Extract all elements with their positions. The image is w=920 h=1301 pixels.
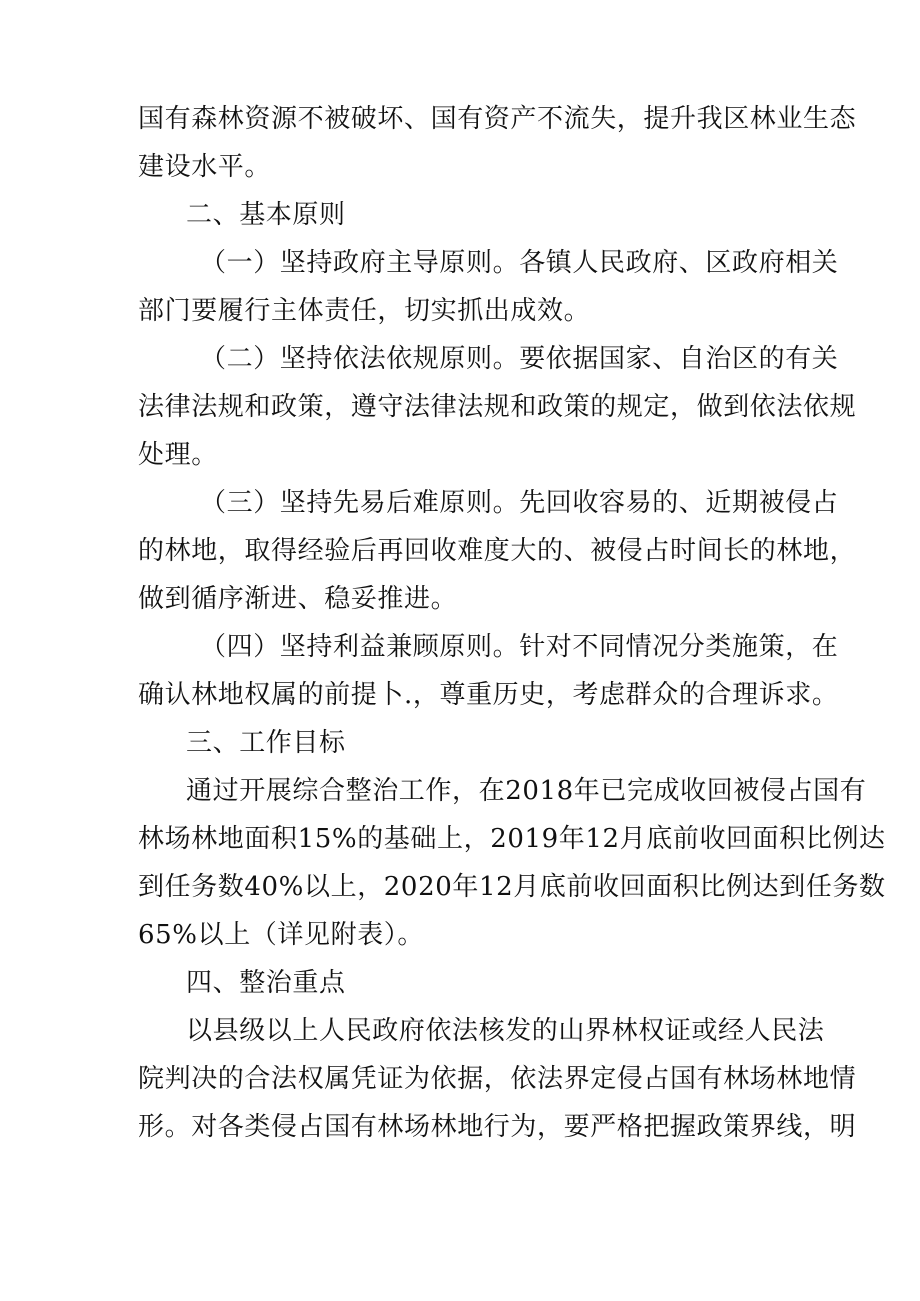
text-line: （三）坚持先易后难原则。先回收容易的、近期被侵占: [200, 488, 839, 518]
text-line: （二）坚持依法依规原则。要依据国家、自治区的有关: [200, 344, 839, 374]
text-line: 确认林地权属的前提卜.，尊重历史，考虑群众的合理诉求。: [138, 680, 839, 710]
section-heading: 二、基本原则: [186, 200, 346, 230]
text-line: 形。对各类侵占国有林场林地行为，要严格把握政策界线，明: [138, 1112, 857, 1142]
section-heading: 三、工作目标: [186, 728, 346, 758]
text-line: 以县级以上人民政府依法核发的山界林权证或经人民法: [186, 1016, 825, 1046]
section-heading: 四、整治重点: [186, 968, 346, 998]
text-line: 法律法规和政策，遵守法律法规和政策的规定，做到依法依规: [138, 392, 857, 422]
text-line: 65%以上（详见附表）。: [138, 920, 424, 950]
text-line: （四）坚持利益兼顾原则。针对不同情况分类施策，在: [200, 632, 839, 662]
text-line: 处理。: [138, 440, 218, 470]
text-line: 国有森林资源不被破坏、国有资产不流失，提升我区林业生态: [138, 104, 857, 134]
text-line: 的林地，取得经验后再回收难度大的、被侵占时间长的林地，: [138, 536, 857, 566]
text-line: 林场林地面积15%的基础上，2019年12月底前收回面积比例达: [138, 824, 886, 854]
text-line: 建设水平。: [138, 152, 272, 182]
text-line: 做到循序渐进、稳妥推进。: [138, 584, 458, 614]
text-line: （一）坚持政府主导原则。各镇人民政府、区政府相关: [200, 248, 839, 278]
text-line: 院判决的合法权属凭证为依据，依法界定侵占国有林场林地情: [138, 1064, 857, 1094]
text-line: 部门要履行主体责任，切实抓出成效。: [138, 296, 591, 326]
text-line: 通过开展综合整治工作，在2018年已完成收回被侵占国有: [186, 776, 867, 806]
text-line: 到任务数40%以上，2020年12月底前收回面积比例达到任务数: [138, 872, 886, 902]
